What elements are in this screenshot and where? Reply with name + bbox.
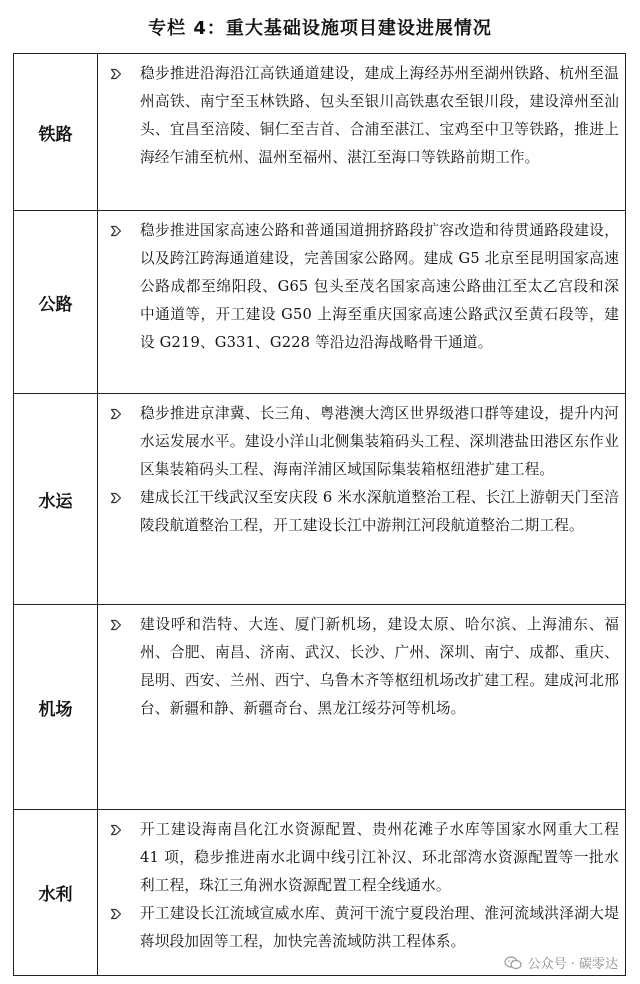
- content-cell: [98, 611, 619, 723]
- hollow-arrow-bullet-icon: [110, 60, 132, 88]
- list-item: [98, 816, 619, 900]
- hollow-arrow-bullet-icon: [110, 816, 132, 844]
- hollow-arrow-bullet-icon: [110, 400, 132, 428]
- list-item: [98, 217, 619, 357]
- list-item: [98, 611, 619, 723]
- watermark: [504, 953, 618, 972]
- list-item: [98, 900, 619, 956]
- table-row-highway: [14, 210, 625, 393]
- list-item: [98, 400, 619, 484]
- item-text: 建设呼和浩特、大连、厦门新机场，建设太原、哈尔滨、上海浦东、福州、合肥、南昌、济南、武汉、长沙、广州、深圳、南宁、成都、重庆、昆明、西安、兰州、西宁、乌鲁木齐等枢纽机场改扩建工程。建成河北邢台、新疆和静、新疆奇台、黑龙江绥芬河等机场。: [140, 616, 619, 717]
- watermark-text: 公众号 · 碳零达: [527, 957, 618, 972]
- table-row-waterway: [14, 393, 625, 604]
- item-text: 开工建设长江流域宣威水库、黄河干流宁夏段治理、淮河流域洪泽湖大堤蒋坝段加固等工程，加快完善流域防洪工程体系。: [140, 905, 619, 950]
- content-cell: [98, 60, 619, 172]
- list-item: [98, 60, 619, 172]
- hollow-arrow-bullet-icon: [110, 611, 132, 639]
- category-cell: 公路: [14, 211, 98, 393]
- content-cell: [98, 816, 619, 956]
- content-cell: [98, 217, 619, 357]
- category-cell: 机场: [14, 605, 98, 809]
- table-row-airport: [14, 604, 625, 809]
- list-item: [98, 484, 619, 540]
- item-text: 开工建设海南昌化江水资源配置、贵州花滩子水库等国家水网重大工程 41 项，稳步推进南水北调中线引江补汉、环北部湾水资源配置等一批水利工程，珠江三角洲水资源配置工程全线通水。: [140, 821, 619, 894]
- hollow-arrow-bullet-icon: [110, 484, 132, 512]
- item-text: 稳步推进沿海沿江高铁通道建设，建成上海经苏州至湖州铁路、杭州至温州高铁、南宁至玉林铁路、包头至银川高铁惠农至银川段，建设漳州至汕头、宜昌至涪陵、铜仁至吉首、合浦至湛江、宝鸡至中卫等铁路，推进上海经乍浦至杭州、温州至福州、湛江至海口等铁路前期工作。: [140, 65, 619, 166]
- category-cell: 水运: [14, 394, 98, 604]
- table-row-railway: [14, 54, 625, 210]
- hollow-arrow-bullet-icon: [110, 217, 132, 245]
- category-cell: 铁路: [14, 54, 98, 210]
- page-title: 专栏 4：重大基础设施项目建设进展情况: [148, 18, 492, 39]
- item-text: 稳步推进京津冀、长三角、粤港澳大湾区世界级港口群等建设，提升内河水运发展水平。建设小洋山北侧集装箱码头工程、深圳港盐田港区东作业区集装箱码头工程、海南洋浦区域国际集装箱枢纽港扩建工程。: [140, 405, 619, 478]
- item-text: 稳步推进国家高速公路和普通国道拥挤路段扩容改造和待贯通路段建设，以及跨江跨海通道建设，完善国家公路网。建成 G5 北京至昆明国家高速公路成都至绵阳段、G65 包头至茂名国家高速公路曲江至太乙宫段和深中通道等，开工建设 G50 上海至重庆国家高速公路武汉至黄石段等，建设 G219、G331、G228 等沿边沿海战略骨干通道。: [140, 222, 619, 351]
- wechat-icon: [504, 956, 522, 970]
- projects-table: [13, 53, 626, 976]
- category-cell: 水利: [14, 810, 98, 975]
- content-cell: [98, 400, 619, 540]
- item-text: 建成长江干线武汉至安庆段 6 米水深航道整治工程、长江上游朝天门至涪陵段航道整治工程，开工建设长江中游荆江河段航道整治二期工程。: [140, 489, 619, 534]
- hollow-arrow-bullet-icon: [110, 900, 132, 928]
- table-row-water-conservancy: [14, 809, 625, 975]
